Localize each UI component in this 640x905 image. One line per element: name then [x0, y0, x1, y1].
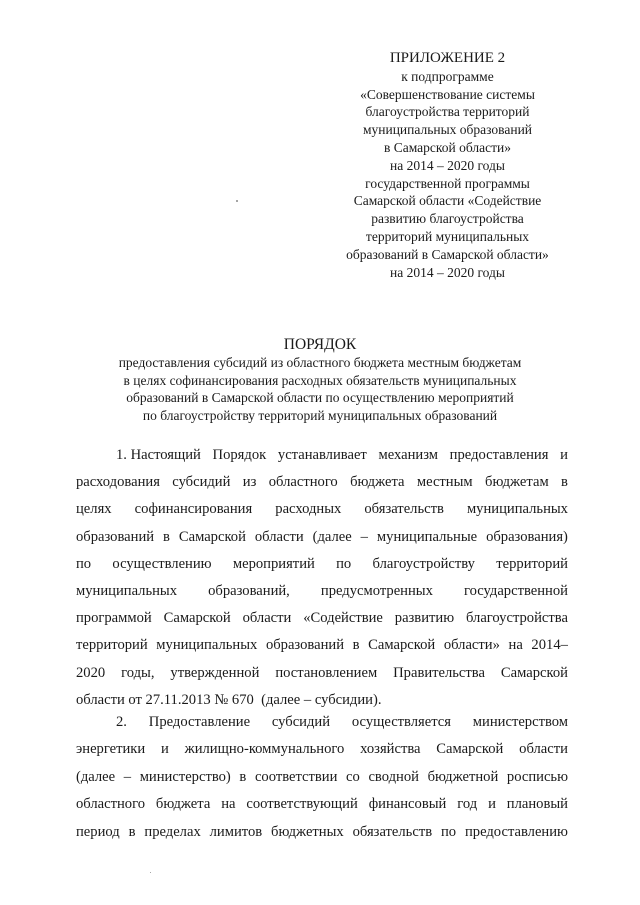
- word: и: [560, 447, 568, 463]
- appendix-line: образований в Самарской области»: [346, 246, 549, 262]
- paragraph-line: [76, 605, 568, 632]
- word: 2014–: [531, 637, 568, 654]
- word: Самарской: [163, 610, 231, 627]
- word: плановый: [506, 796, 568, 813]
- word: области: [519, 741, 568, 758]
- appendix-header: [330, 50, 565, 281]
- word: местным: [416, 474, 473, 491]
- paragraph-line: [76, 632, 568, 659]
- word: муниципальные: [376, 528, 478, 545]
- word: бюджетной: [427, 768, 499, 785]
- word: расходных: [275, 501, 342, 518]
- appendix-line: благоустройства территорий: [365, 104, 530, 120]
- word: государственной: [463, 582, 568, 599]
- scan-speck: [236, 200, 238, 202]
- word: соответствии: [254, 768, 338, 785]
- word: Самарской: [178, 528, 246, 545]
- paragraph-line: [76, 551, 568, 578]
- word: муниципальных: [76, 582, 178, 599]
- word: –: [360, 528, 368, 545]
- word: по: [76, 555, 92, 572]
- word: расходования: [76, 474, 160, 491]
- appendix-line: на 2014 – 2020 годы: [390, 157, 505, 173]
- word: образований,: [208, 582, 290, 599]
- word: Самарской: [368, 637, 436, 654]
- word: министерство): [139, 768, 231, 785]
- word: энергетики: [76, 741, 146, 758]
- paragraph-line: [76, 660, 568, 687]
- word: жилищно-коммунального: [184, 741, 345, 758]
- appendix-line: государственной программы: [365, 175, 530, 191]
- word: росписью: [506, 768, 568, 785]
- word: 2.: [116, 714, 127, 730]
- appendix-line: «Совершенствование системы: [360, 86, 535, 102]
- word: программой: [76, 610, 152, 627]
- word: осуществляется: [351, 714, 451, 730]
- word: пределах: [144, 823, 201, 840]
- appendix-line: развитию благоустройства: [371, 211, 524, 227]
- word: период: [76, 823, 120, 840]
- word: в: [239, 768, 247, 785]
- word: муниципальных: [156, 637, 258, 654]
- word: из: [242, 474, 257, 491]
- word: и: [161, 741, 169, 758]
- paragraph-line: [76, 764, 568, 791]
- word: лимитов: [209, 823, 263, 840]
- paragraph-last-text: области от 27.11.2013 № 670 (далее – субсидии).: [76, 691, 382, 708]
- scan-speck: [150, 872, 151, 873]
- paragraph-2: [76, 709, 568, 846]
- word: в: [163, 528, 170, 545]
- word: Предоставление: [148, 714, 251, 730]
- word: благоустройства: [465, 610, 568, 627]
- word: бюджетам: [485, 474, 549, 491]
- word: годы,: [121, 664, 155, 681]
- word: мероприятий: [232, 555, 315, 572]
- paragraph-line: [76, 819, 568, 846]
- word: области: [254, 528, 304, 545]
- document-subtitle-line: предоставления субсидий из областного бюджета местным бюджетам: [118, 355, 522, 370]
- word: хозяйства: [360, 741, 421, 758]
- word: бюджета: [350, 474, 405, 491]
- word: –: [123, 768, 132, 785]
- word: обязательств: [352, 823, 433, 840]
- paragraph-line: [76, 442, 568, 469]
- appendix-line: на 2014 – 2020 годы: [390, 264, 505, 280]
- word: области»: [443, 637, 500, 654]
- word: «Содействие: [303, 610, 383, 627]
- word: в: [561, 474, 568, 491]
- word: субсидий: [172, 474, 231, 491]
- appendix-line: муниципальных образований: [362, 122, 533, 138]
- word: образований: [265, 637, 345, 654]
- paragraph-line: [76, 496, 568, 523]
- word: территорий: [496, 555, 568, 572]
- word: бюджета: [155, 796, 211, 813]
- word: на: [508, 637, 523, 654]
- paragraph-line: [76, 736, 568, 763]
- word: предоставления: [449, 447, 549, 463]
- paragraph-line: [76, 469, 568, 496]
- word: предусмотренных: [320, 582, 433, 599]
- paragraph-line: [76, 578, 568, 605]
- document-title: ПОРЯДОК: [283, 336, 357, 353]
- word: муниципальных: [466, 501, 568, 518]
- word: Правительства: [393, 664, 485, 681]
- word: год: [457, 796, 478, 813]
- word: сводной: [368, 768, 419, 785]
- word: министерством: [472, 714, 568, 730]
- appendix-line: к подпрограмме: [401, 68, 494, 84]
- word: территорий: [76, 637, 148, 654]
- word: предоставлению: [464, 823, 568, 840]
- appendix-line: Самарской области «Содействие: [353, 193, 542, 209]
- appendix-line: территорий муниципальных: [365, 228, 530, 244]
- word: по: [440, 823, 457, 840]
- word: постановлением: [275, 664, 378, 681]
- word: (далее: [312, 528, 352, 545]
- word: механизм: [378, 447, 438, 463]
- document-subtitle-line: по благоустройству территорий муниципальных образований: [142, 407, 498, 423]
- word: образования): [486, 528, 568, 545]
- document-subtitle-line: образований в Самарской области по осуществлению мероприятий: [126, 390, 514, 405]
- word: развитию: [394, 610, 455, 627]
- paragraph-line: [76, 791, 568, 818]
- word: образований: [76, 528, 155, 545]
- word: утвержденной: [170, 664, 260, 681]
- word: целях: [76, 501, 112, 518]
- appendix-title: ПРИЛОЖЕНИЕ 2: [389, 50, 506, 66]
- word: обязательств: [364, 501, 444, 518]
- paragraph-line: [76, 524, 568, 551]
- document-title-block: [70, 336, 570, 424]
- word: Самарской: [436, 741, 504, 758]
- word: области: [242, 610, 292, 627]
- word: субсидий: [271, 714, 331, 730]
- word: областного: [268, 474, 338, 491]
- paragraph-line: [76, 709, 568, 736]
- word: областного: [76, 796, 145, 813]
- word: по: [336, 555, 352, 572]
- word: осуществлению: [112, 555, 212, 572]
- word: в: [352, 637, 360, 654]
- word: 1. Настоящий: [116, 447, 201, 463]
- word: 2020: [76, 664, 106, 681]
- word: финансовый: [368, 796, 447, 813]
- word: (далее: [76, 768, 116, 785]
- word: в: [128, 823, 136, 840]
- word: со: [346, 768, 360, 785]
- document-subtitle-line: в целях софинансирования расходных обязательств муниципальных: [123, 372, 517, 388]
- word: софинансирования: [134, 501, 253, 518]
- word: Порядок: [212, 447, 267, 463]
- word: Самарской: [500, 664, 568, 681]
- paragraph-1: [76, 442, 568, 714]
- word: соответствующий: [246, 796, 358, 813]
- word: благоустройству: [372, 555, 475, 572]
- word: на: [221, 796, 236, 813]
- word: и: [488, 796, 496, 813]
- word: бюджетных: [271, 823, 344, 840]
- word: устанавливает: [277, 447, 367, 463]
- appendix-line: в Самарской области»: [383, 139, 512, 155]
